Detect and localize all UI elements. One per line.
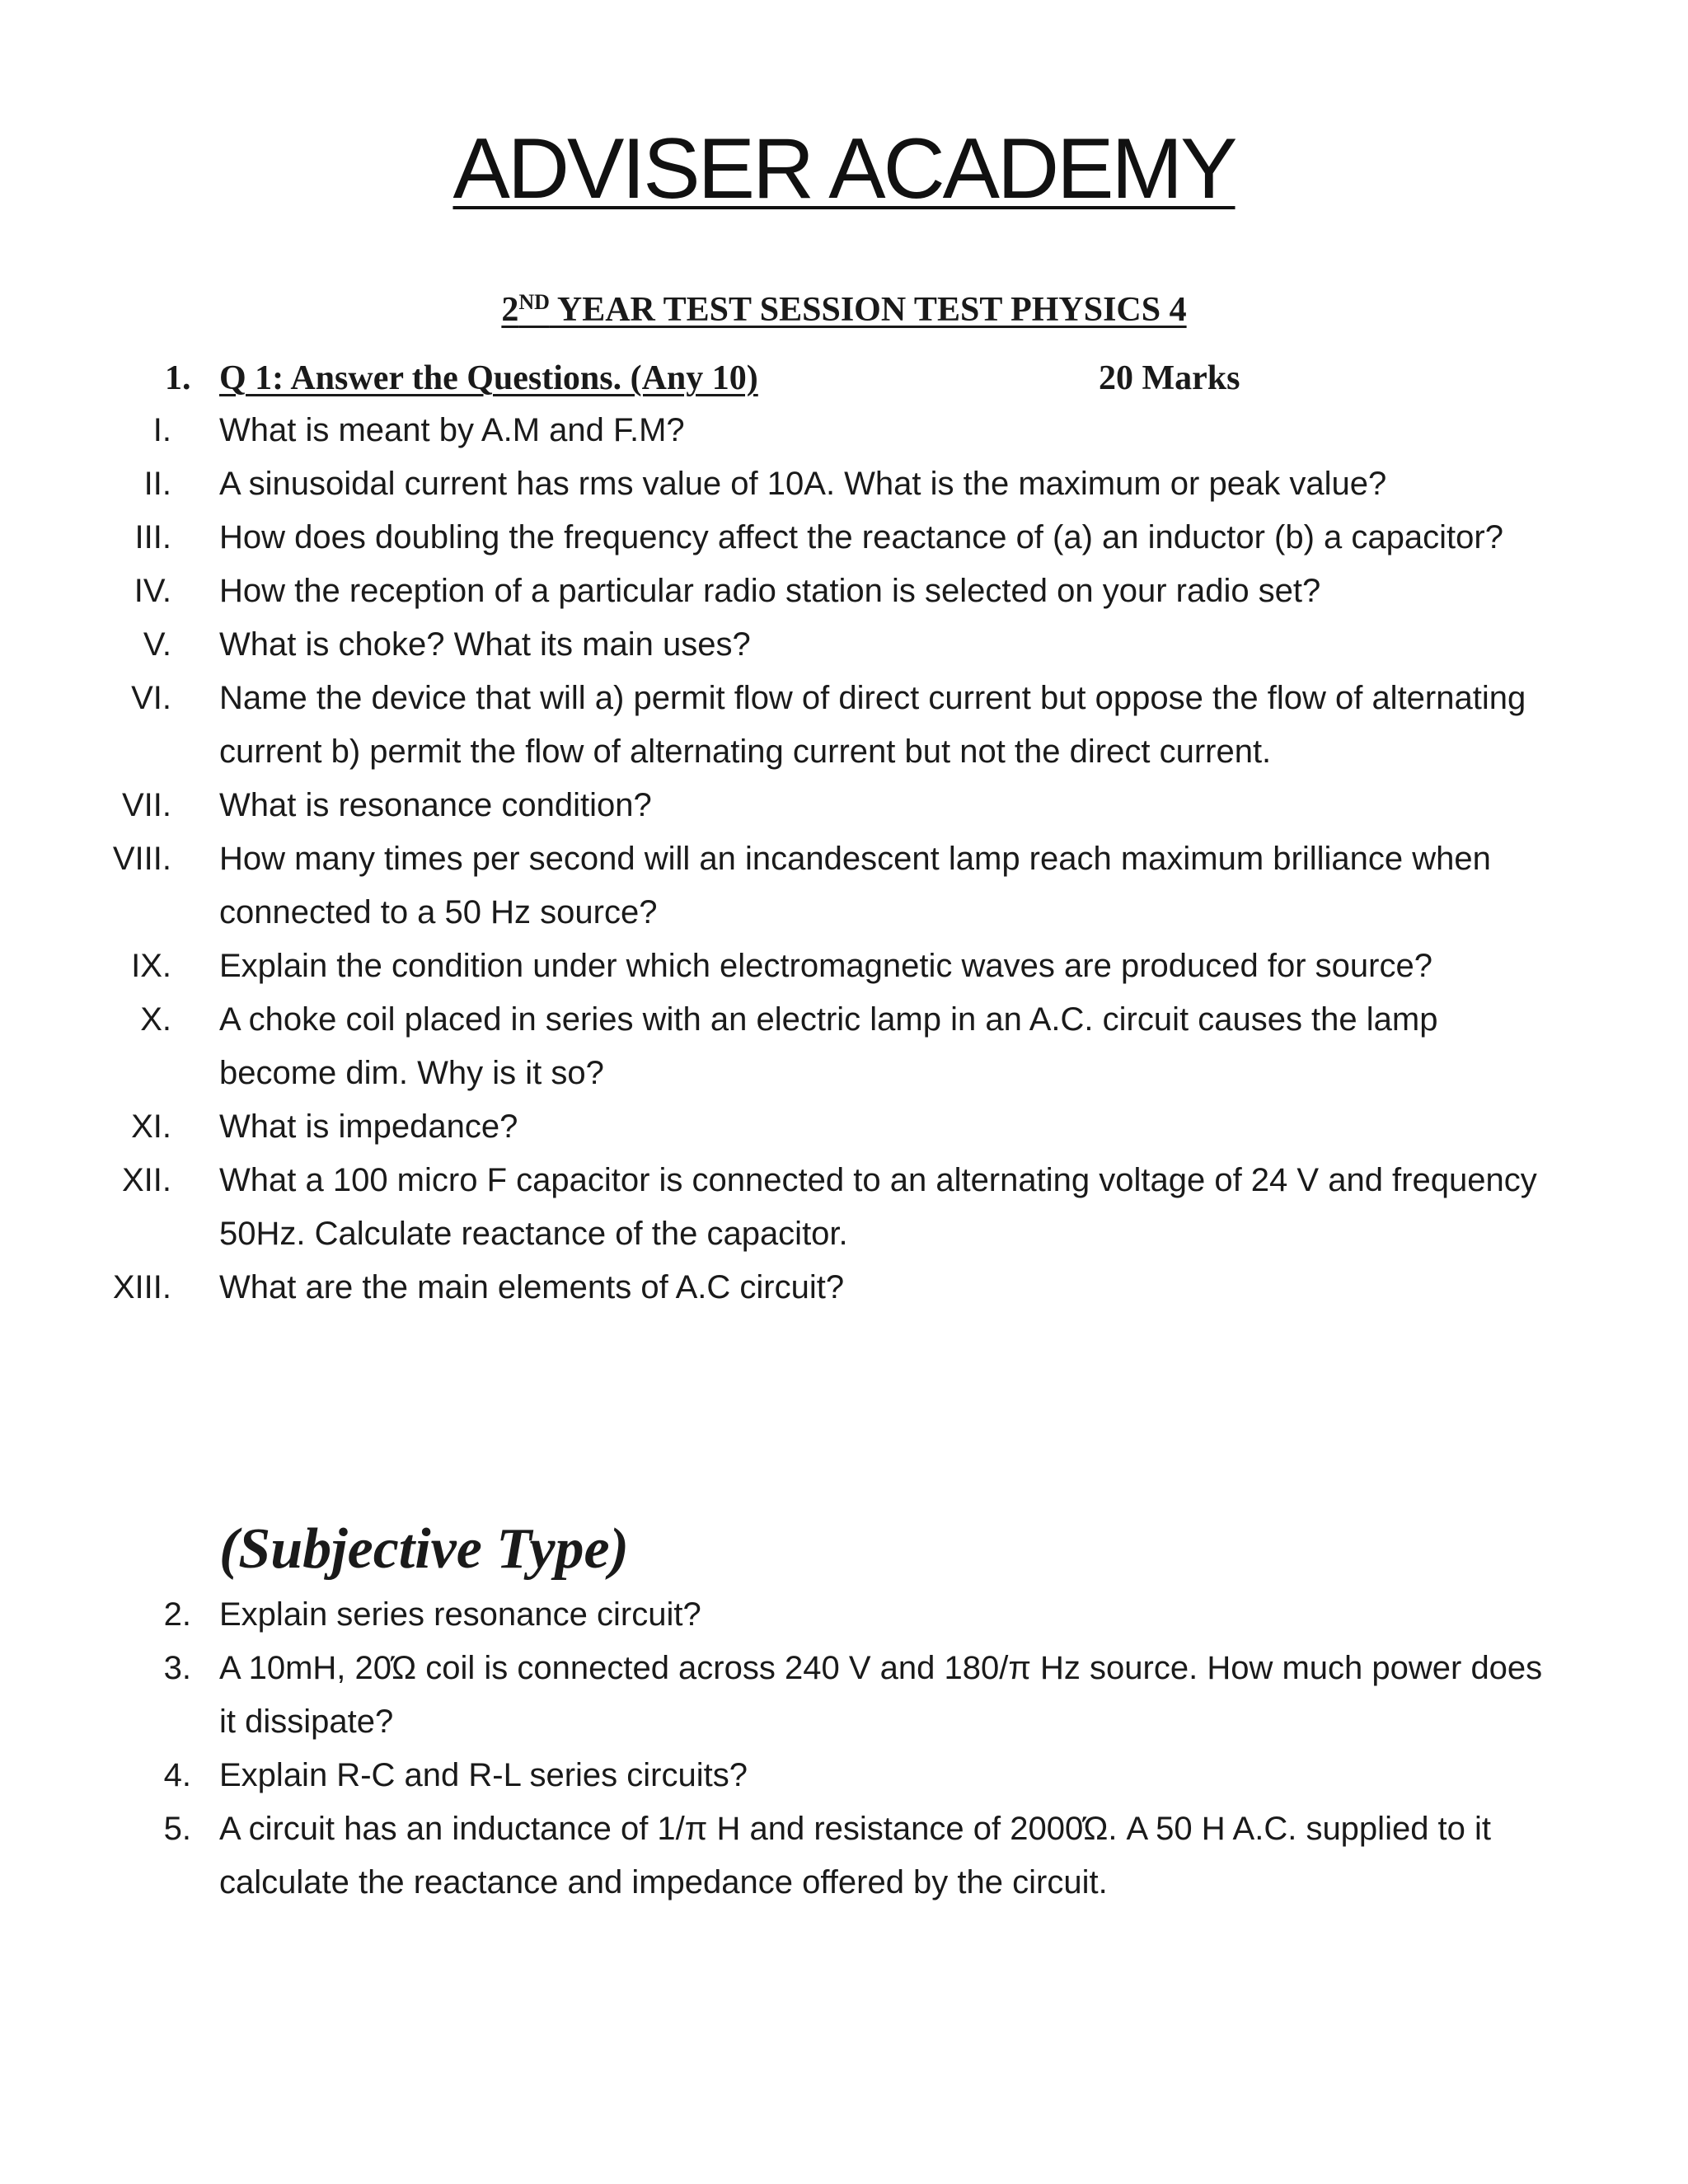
- item-numeral: II.: [143, 466, 171, 502]
- list-item: [0, 1261, 1688, 1315]
- item-numeral: VIII.: [112, 841, 171, 877]
- list-item: [0, 565, 1688, 618]
- academy-title: [0, 121, 1688, 217]
- test-title-ordinal: ND: [518, 290, 550, 314]
- list-item: [0, 1642, 1688, 1749]
- item-numeral: III.: [134, 519, 171, 555]
- list-item: [0, 1749, 1688, 1802]
- list-item: [0, 618, 1688, 672]
- item-numeral: VI.: [131, 680, 171, 716]
- item-numeral: X.: [140, 1001, 171, 1038]
- test-title-year: 2: [501, 291, 519, 329]
- item-text: What is choke? What its main uses?: [219, 626, 751, 663]
- test-title: [0, 282, 1688, 330]
- item-numeral: IX.: [131, 948, 171, 984]
- list-item: [0, 832, 1688, 940]
- item-numeral: XI.: [131, 1108, 171, 1145]
- question-marks: 20 Marks: [1099, 359, 1240, 397]
- item-text: A choke coil placed in series with an electric lamp in an A.C. circuit causes the lamp become dim. Why is it so?: [219, 1001, 1438, 1091]
- item-number: 2.: [163, 1596, 191, 1633]
- item-numeral: VII.: [121, 787, 171, 823]
- test-title-rest: YEAR TEST SESSION TEST PHYSICS 4: [549, 291, 1187, 329]
- item-text: Explain series resonance circuit?: [219, 1596, 701, 1633]
- item-text: How does doubling the frequency affect the reactance of (a) an inductor (b) a capacitor?: [219, 519, 1503, 555]
- item-number: 5.: [163, 1811, 191, 1847]
- item-text: What is impedance?: [219, 1108, 518, 1145]
- list-item: [0, 993, 1688, 1100]
- item-text: What are the main elements of A.C circuit?: [219, 1269, 845, 1305]
- item-text: A circuit has an inductance of 1/π H and resistance of 2000Ώ. A 50 H A.C. supplied to it calculate the reactance and impedance offered by the circuit.: [219, 1811, 1492, 1900]
- item-text: What is resonance condition?: [219, 787, 652, 823]
- short-questions-list: [0, 404, 1688, 1315]
- list-item: [0, 1802, 1688, 1910]
- list-item: [0, 1154, 1688, 1261]
- item-text: How many times per second will an incandescent lamp reach maximum brilliance when connected to a 50 Hz source?: [219, 841, 1491, 930]
- list-item: [0, 672, 1688, 779]
- list-item: [0, 457, 1688, 511]
- item-number: 4.: [163, 1757, 191, 1793]
- item-text: A 10mH, 20Ώ coil is connected across 240 V and 180/π Hz source. How much power does it dissipate?: [219, 1650, 1543, 1740]
- list-item: [0, 779, 1688, 832]
- subjective-heading: (Subjective Type): [219, 1517, 629, 1581]
- subjective-questions-list: [0, 1588, 1688, 1910]
- question-number: 1.: [165, 359, 191, 397]
- list-item: [0, 404, 1688, 457]
- item-text: Explain R-C and R-L series circuits?: [219, 1757, 748, 1793]
- item-text: A sinusoidal current has rms value of 10A. What is the maximum or peak value?: [219, 466, 1387, 502]
- test-title-text: [501, 291, 1186, 329]
- academy-name: ADVISER ACADEMY: [452, 121, 1236, 217]
- item-text: Name the device that will a) permit flow of direct current but oppose the flow of alternating current b) permit the flow of alternating current but not the direct current.: [219, 680, 1526, 770]
- item-number: 3.: [163, 1650, 191, 1686]
- item-text: How the reception of a particular radio station is selected on your radio set?: [219, 573, 1321, 609]
- list-item: [0, 1588, 1688, 1642]
- item-numeral: IV.: [134, 573, 171, 609]
- question-title: Q 1: Answer the Questions. (Any 10): [219, 359, 758, 397]
- item-numeral: V.: [143, 626, 171, 663]
- item-text: What is meant by A.M and F.M?: [219, 412, 685, 448]
- item-numeral: XIII.: [112, 1269, 171, 1305]
- list-item: [0, 1100, 1688, 1154]
- item-numeral: I.: [152, 412, 171, 448]
- item-text: Explain the condition under which electromagnetic waves are produced for source?: [219, 948, 1432, 984]
- item-text: What a 100 micro F capacitor is connected to an alternating voltage of 24 V and frequency 50Hz. Calculate reactance of the capacitor.: [219, 1162, 1537, 1252]
- list-item: [0, 511, 1688, 565]
- list-item: [0, 940, 1688, 993]
- item-numeral: XII.: [121, 1162, 171, 1198]
